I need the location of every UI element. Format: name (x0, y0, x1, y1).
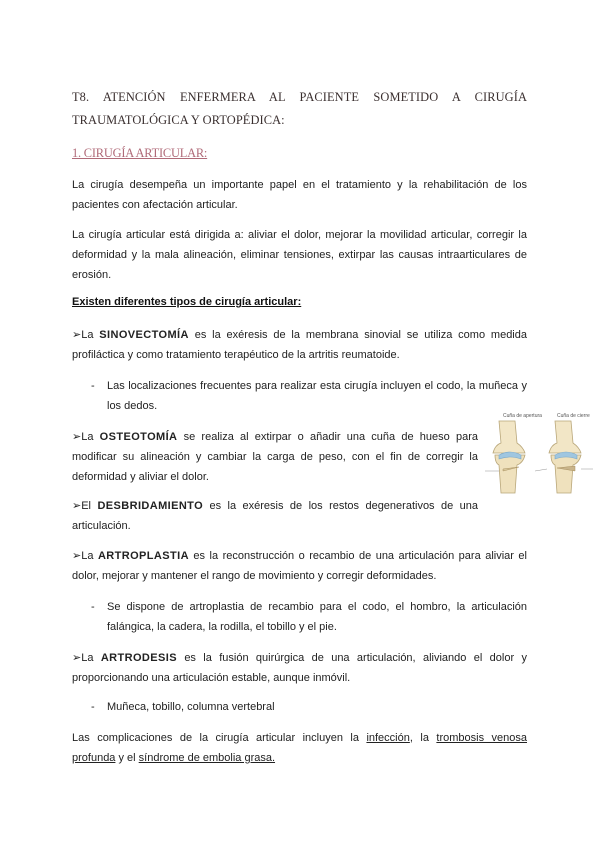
text-line: articulación. (72, 520, 131, 532)
term-sinovectomia: SINOVECTOMÍA (99, 329, 189, 341)
text-span: , la (409, 732, 437, 744)
text-span: se realiza al extirpar o añadir una cuña de hueso para (177, 431, 478, 443)
section-title: 1. CIRUGÍA ARTICULAR: (72, 146, 208, 160)
text-line: Las localizaciones frecuentes para realizar esta cirugía incluyen el codo, la muñeca y (107, 380, 527, 392)
text-line: dolor, mejorar y mantener el rango de movimiento y corregir deformidades. (72, 570, 437, 582)
complications-paragraph (72, 728, 527, 768)
text-line: falángica, la cadera, la rodilla, el tobillo y el pie. (107, 621, 337, 633)
text-line (72, 752, 275, 764)
text-span: La (81, 652, 101, 664)
caption-closing-wedge: Cuña de cierre (557, 413, 590, 419)
dash-bullet-icon: - (91, 380, 95, 392)
text-line: deformidad y aliviar el dolor. (72, 471, 209, 483)
text-line (72, 728, 527, 748)
text-line: profiláctica y como tratamiento terapéutico de la artritis reumatoide. (72, 349, 400, 361)
term-artrodesis: ARTRODESIS (100, 652, 177, 664)
intro-paragraph-1 (72, 175, 527, 215)
text-span: Las complicaciones de la cirugía articular incluyen la (72, 732, 367, 744)
text-line: modificar su alineación y cambiar la carga de peso, con el fin de corregir la (72, 451, 478, 463)
text-line: Se dispone de artroplastia de recambio para el codo, el hombro, la articulación (107, 601, 527, 613)
text-line: pacientes con afectación articular. (72, 199, 238, 211)
text-line: deformidad y la mala alineación, eliminar tensiones, extirpar las causas intraarticulares de (72, 249, 527, 261)
knee-drawing (485, 413, 597, 495)
osteotomy-knee-illustration (485, 413, 597, 495)
intro-paragraph-2 (72, 225, 527, 285)
text-line: los dedos. (107, 400, 158, 412)
title-line-1: T8. ATENCIÓN ENFERMERA AL PACIENTE SOMETIDO A CIRUGÍA (72, 90, 527, 104)
link-infeccion: infección (366, 732, 410, 744)
text-span: La (81, 550, 98, 562)
text-line: erosión. (72, 269, 112, 281)
title-line-2: TRAUMATOLÓGICA Y ORTOPÉDICA: (72, 113, 285, 127)
item-sinovectomia (72, 325, 527, 365)
term-osteotomia: OSTEOTOMÍA (99, 431, 178, 443)
text-line (72, 325, 527, 345)
item-artrodesis (72, 648, 527, 688)
document-title (72, 86, 527, 132)
text-line (72, 427, 478, 447)
text-line (72, 648, 527, 668)
text-span: es la exéresis de la membrana sinovial se utiliza como medida (188, 329, 527, 341)
term-artroplastia: ARTROPLASTIA (97, 550, 189, 562)
bullet-sinovectomia (91, 376, 527, 416)
arrow-bullet-icon: ➢ (72, 550, 82, 562)
text-line (72, 546, 527, 566)
bullet-text (107, 376, 527, 416)
bullet-artroplastia (91, 597, 527, 637)
arrow-bullet-icon: ➢ (72, 329, 82, 341)
types-heading: Existen diferentes tipos de cirugía articular: (72, 296, 302, 308)
arrow-bullet-icon: ➢ (72, 652, 82, 664)
term-desbridamiento: DESBRIDAMIENTO (97, 500, 204, 512)
caption-opening-wedge: Cuña de apertura (503, 413, 542, 419)
text-span: es la exéresis de los restos degenerativos de una (203, 500, 478, 512)
item-desbridamiento (72, 496, 478, 536)
link-trombosis-cont: profunda (72, 752, 116, 764)
text-span: La (81, 329, 100, 341)
bullet-text (107, 597, 527, 637)
link-sindrome: síndrome de embolia grasa. (138, 752, 276, 764)
text-line: La cirugía desempeña un importante papel en el tratamiento y la rehabilitación de los (72, 179, 527, 191)
item-osteotomia (72, 427, 478, 487)
item-artroplastia (72, 546, 527, 586)
text-span: El (81, 500, 98, 512)
dash-bullet-icon: - (91, 701, 95, 713)
dash-bullet-icon: - (91, 601, 95, 613)
text-span: es la reconstrucción o recambio de una articulación para aliviar el (188, 550, 527, 562)
link-trombosis: trombosis venosa (436, 732, 527, 744)
arrow-bullet-icon: ➢ (72, 500, 82, 512)
text-span: y el (115, 752, 139, 764)
arrow-bullet-icon: ➢ (72, 431, 82, 443)
text-line: La cirugía articular está dirigida a: aliviar el dolor, mejorar la movilidad articular, corregir la (72, 229, 527, 241)
text-span: La (81, 431, 100, 443)
text-line: proporcionando una articulación estable, aunque inmóvil. (72, 672, 351, 684)
bullet-text: Muñeca, tobillo, columna vertebral (107, 701, 275, 713)
text-span: es la fusión quirúrgica de una articulación, aliviando el dolor y (176, 652, 527, 664)
bullet-artrodesis (91, 697, 527, 717)
text-line (72, 496, 478, 516)
